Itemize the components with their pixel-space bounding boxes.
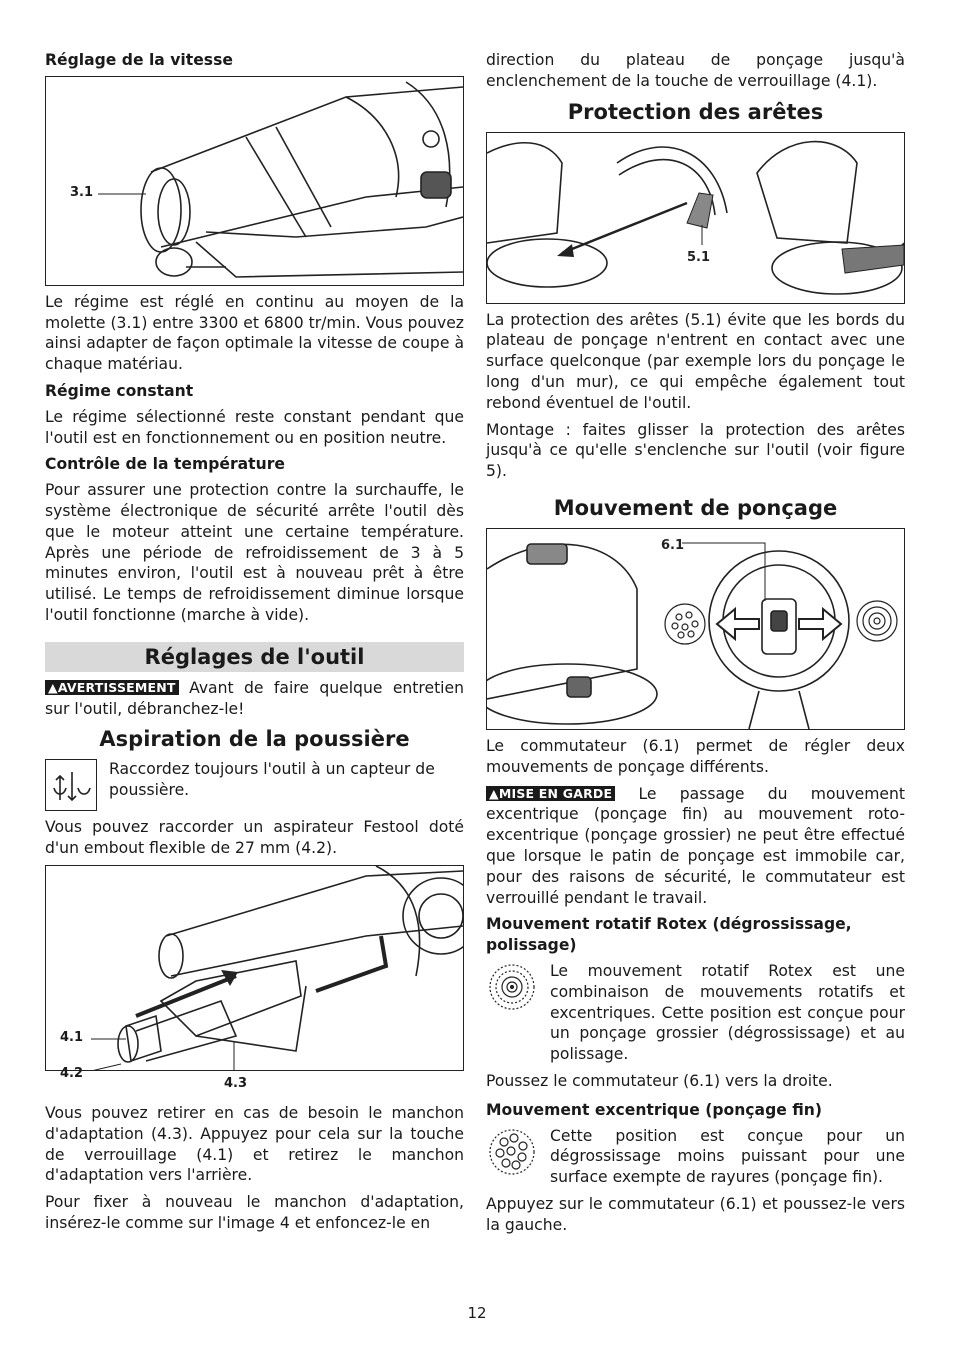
caution-paragraph [486, 784, 905, 909]
fig4-callout-4-2: 4.2 [60, 1065, 84, 1081]
continued-text: direction du plateau de ponçage jusqu'à enclenchement de la touche de verrouillage (4.1). [486, 51, 905, 90]
figure-edge-protector [486, 132, 905, 304]
rotex-heading: Mouvement rotatif Rotex (dégrossissage, polissage) [486, 915, 852, 955]
dust-extraction-icon [45, 759, 97, 811]
eccentric-heading: Mouvement excentrique (ponçage fin) [486, 1100, 823, 1119]
speed-text: Le régime est réglé en continu au moyen de la molette (3.1) entre 3300 et 6800 tr/min. Vous pouvez ainsi adapter de façon optimale la vitesse de coupe à chaque matériau. [45, 292, 464, 374]
dust-heading: Aspiration de la poussière [99, 727, 410, 752]
fig1-callout: 3.1 [70, 184, 94, 200]
settings-heading: Réglages de l'outil [144, 644, 365, 669]
right-column [486, 50, 905, 1242]
speed-heading: Réglage de la vitesse [45, 51, 233, 69]
warning-badge: ▲AVERTISSEMENT [45, 680, 179, 695]
caution-triangle-icon: ▲ [489, 785, 499, 801]
motion-text: Le commutateur (6.1) permet de régler deux mouvements de ponçage différents. [486, 736, 905, 776]
left-column [45, 50, 464, 1240]
constant-heading: Régime constant [45, 381, 194, 400]
dust-text: Vous pouvez raccorder un aspirateur Festool doté d'un embout flexible de 27 mm (4.2). [45, 818, 464, 858]
temperature-text: Pour assurer une protection contre la surchauffe, le système électronique de sécurité arrête l'outil dès que le moteur atteint une certaine température. Après une période de refroidissement de 3 à 5 minutes environ, l'outil est à nouveau prêt à être utilisé. Le temps de refroidissement diminue lorsque l'outil fonctionne (marche à vide). [45, 481, 464, 624]
mount-text: Montage : faites glisser la protection des arêtes jusqu'à ce qu'elle s'enclenche sur l'outil (voir figure 5). [486, 420, 905, 481]
edge-protector-drawing [487, 133, 904, 303]
warning-text: Avant de faire quelque entretien sur l'outil, débranchez-le! [45, 678, 464, 718]
eccentric-push-text: Appuyez sur le commutateur (6.1) et poussez-le vers la gauche. [486, 1194, 905, 1234]
fig4-callout-4-3: 4.3 [224, 1075, 248, 1091]
sander-drawing [46, 77, 463, 285]
eccentric-row [486, 1126, 905, 1194]
remove-text: Vous pouvez retirer en cas de besoin le manchon d'adaptation (4.3). Appuyez pour cela sur la touche de verrouillage (4.1) et retirez le manchon d'adaptation vers l'arrière. [45, 1103, 464, 1185]
adapter-drawing [46, 866, 463, 1070]
figure-speed-dial [45, 76, 464, 286]
caution-badge: ▲MISE EN GARDE [486, 786, 615, 801]
rotex-text: Le mouvement rotatif Rotex est une combinaison de mouvements rotatifs et excentriques. Cette position est conçue pour un ponçage grossier (dégrossissage) et au polissage. [550, 961, 905, 1064]
eccentric-motion-icon [486, 1126, 538, 1178]
dust-icon-row [45, 759, 464, 811]
page-number: 12 [467, 1304, 487, 1322]
switch-drawing [487, 529, 904, 729]
refit-text: Pour fixer à nouveau le manchon d'adaptation, insérez-le comme sur l'image 4 et enfoncez-le en [45, 1193, 464, 1232]
figure-dust-adapter [45, 865, 464, 1091]
eccentric-text: Cette position est conçue pour un dégrossissage moins puissant pour une surface exempte de rayures (ponçage fin). [550, 1126, 905, 1187]
dust-icon-text: Raccordez toujours l'outil à un capteur de poussière. [109, 760, 435, 800]
settings-heading-band [45, 642, 464, 672]
rotex-motion-icon [486, 961, 538, 1013]
edge-text: La protection des arêtes (5.1) évite que les bords du plateau de ponçage n'entrent en contact avec une surface quelconque (par exemple lors du ponçage le long d'un mur), ce qui empêche également tout rebond éventuel de l'outil. [486, 310, 905, 412]
warning-triangle-icon: ▲ [48, 679, 58, 695]
warning-paragraph [45, 678, 464, 720]
rotex-row [486, 961, 905, 1071]
rotex-push-text: Poussez le commutateur (6.1) vers la droite. [486, 1071, 833, 1090]
fig5-callout: 5.1 [687, 249, 711, 265]
temperature-heading: Contrôle de la température [45, 455, 285, 474]
figure-motion-switch [486, 528, 905, 730]
motion-heading: Mouvement de ponçage [553, 495, 838, 520]
constant-text: Le régime sélectionné reste constant pendant que l'outil est en fonctionnement ou en position neutre. [45, 407, 464, 447]
caution-text: Le passage du mouvement excentrique (ponçage fin) au mouvement roto-excentrique (ponçage grossier) ne peut être effectué que lorsque le patin de ponçage est immobile car, pour des raisons de sécurité, le commutateur est verrouillé pendant le travail. [486, 784, 905, 907]
fig6-callout: 6.1 [661, 537, 685, 553]
fig4-callout-4-1: 4.1 [60, 1029, 84, 1045]
edge-heading: Protection des arêtes [567, 99, 824, 124]
